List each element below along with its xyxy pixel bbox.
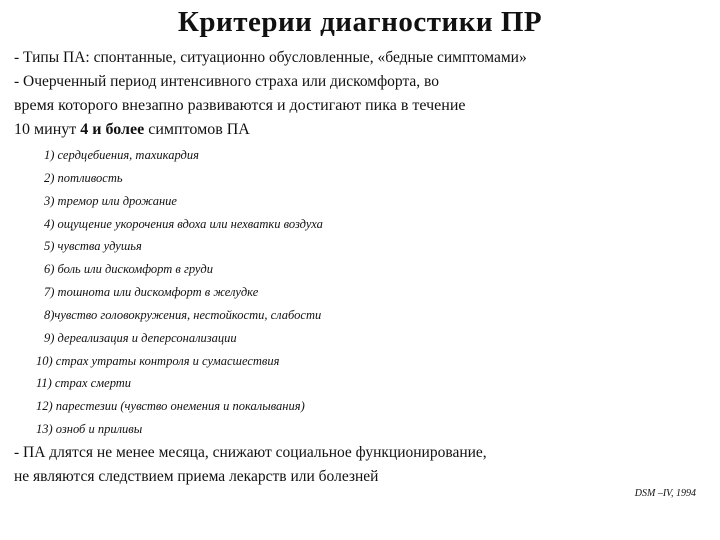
symptom-item [14,350,714,373]
exclusion-criterion: не являются следствием приема лекарств или болезней [14,467,379,485]
symptom-item [14,258,714,281]
symptom-number: 11) [36,376,52,391]
symptom-text: озноб и приливы [52,422,143,437]
symptom-item [14,327,714,350]
symptom-number: 7) [44,285,55,300]
symptom-text: боль или дискомфорт в груди [54,262,213,277]
symptom-number: 4) [44,216,55,231]
slide-body [14,46,714,489]
criteria-line-2: время которого внезапно развиваются и достигают пика в течение [14,97,466,114]
symptom-item [14,281,714,304]
symptom-number: 10) [36,353,53,368]
panic-attack-types: - Типы ПА: спонтанные, ситуационно обусловленные, «бедные симптомами» [14,49,527,66]
symptom-item [14,395,714,418]
symptom-item [14,418,714,441]
symptom-number: 3) [44,193,55,208]
source-citation: DSM –IV, 1994 [634,488,696,499]
duration-criterion: - ПА длятся не менее месяца, снижают социальное функционирование, [14,443,487,461]
symptom-text: тошнота или дискомфорт в желудке [54,285,259,300]
criteria-line-3 [14,118,714,142]
symptom-number: 2) [44,170,55,185]
symptom-item [14,144,714,167]
symptom-text: дереализация и деперсонализации [54,330,237,345]
symptom-text: чувство головокружения, нестойкости, слабости [54,307,322,322]
criteria-line-3-post: симптомов ПА [144,121,250,138]
symptom-text: тремор или дрожание [54,193,177,208]
symptom-text: чувства удушья [54,239,142,254]
symptom-text: сердцебиения, тахикардия [54,148,199,162]
symptom-item [14,167,714,190]
symptom-number: 5) [44,239,55,254]
symptom-item [14,213,714,236]
criteria-threshold: 4 и более [80,121,145,138]
symptom-item [14,372,714,395]
criteria-line-1: - Очерченный период интенсивного страха или дискомфорта, во [14,73,440,90]
symptom-text: ощущение укорочения вдоха или нехватки воздуха [54,216,323,231]
symptom-item [14,235,714,258]
symptom-number: 8) [44,307,55,322]
symptom-text: страх утраты контроля и сумасшествия [52,353,280,368]
symptom-text: потливость [54,170,123,185]
slide-title: Критерии диагностики ПР [177,6,543,38]
symptom-number: 13) [36,422,53,437]
symptom-number: 6) [44,262,55,277]
symptom-item [14,304,714,327]
symptom-number: 12) [36,399,53,414]
symptom-text: страх смерти [51,376,132,391]
symptom-list [14,144,714,441]
symptom-text: парестезии (чувство онемения и покалывания) [52,399,305,414]
criteria-line-3-pre: 10 минут [14,121,81,138]
symptom-number: 1) [44,148,55,162]
symptom-number: 9) [44,330,55,345]
symptom-item [14,190,714,213]
